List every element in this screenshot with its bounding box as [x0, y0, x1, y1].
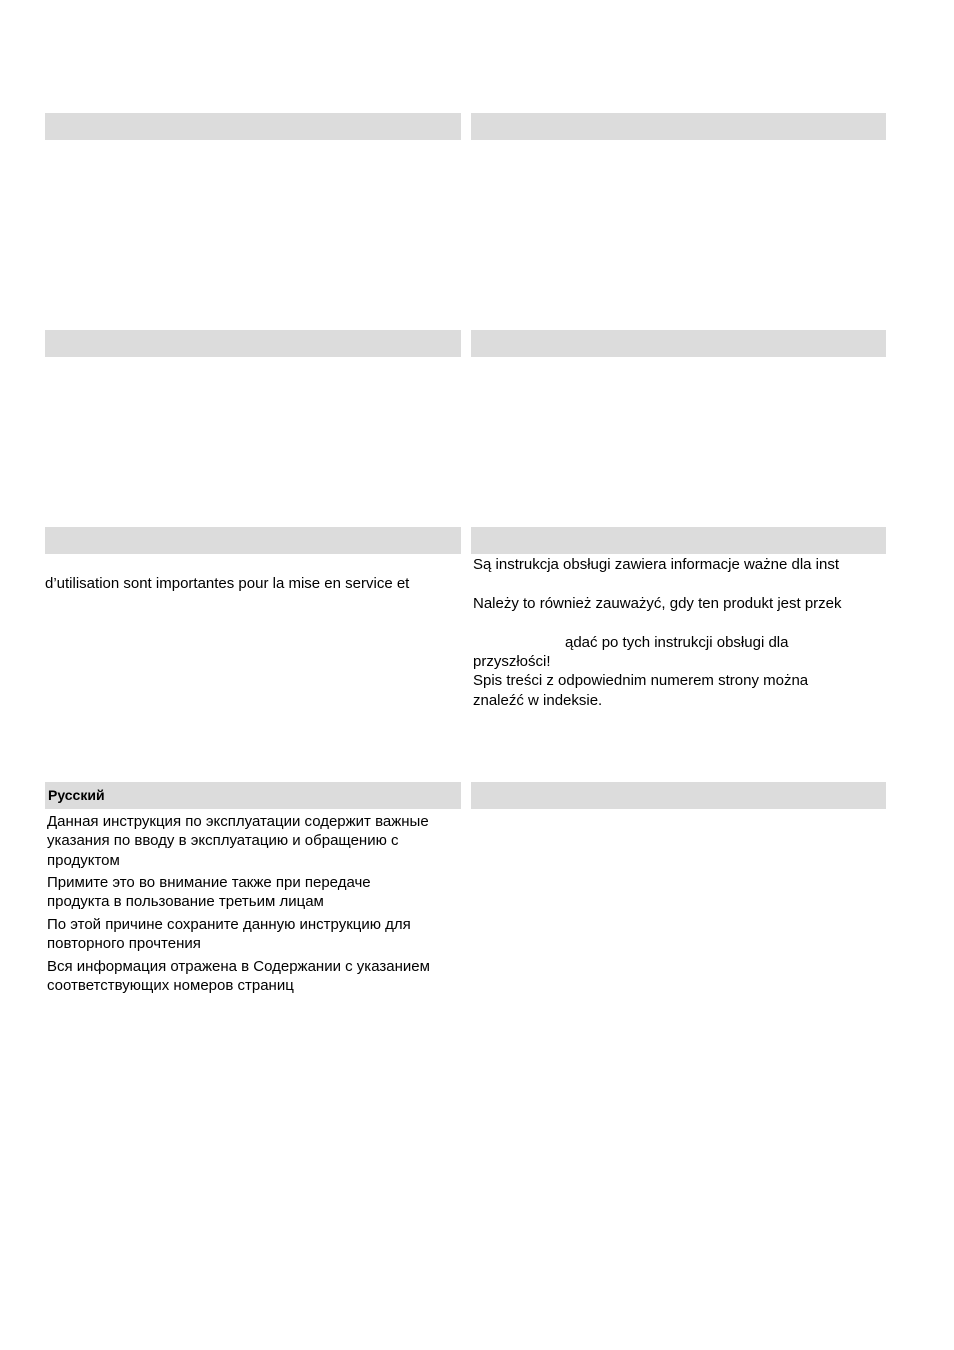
section-header-row2-left [45, 330, 461, 357]
polish-paragraph-line: Należy to również zauważyć, gdy ten produkt jest przek [473, 595, 842, 612]
section-header-row1-left [45, 113, 461, 140]
polish-paragraph-line: znaleźć w indeksie. [473, 692, 603, 709]
polish-paragraph-line: Są instrukcja obsługi zawiera informacje ważne dla inst [473, 556, 840, 573]
french-paragraph-line: d’utilisation sont importantes pour la mise en service et [45, 575, 410, 592]
russian-paragraph-line: продукта в пользование третьим лицам [47, 893, 324, 910]
section-header-russian [45, 782, 461, 809]
polish-paragraph-line: przyszłości! [473, 653, 551, 670]
russian-paragraph-line: соответствующих номеров страниц [47, 977, 294, 994]
russian-paragraph-line: указания по вводу в эксплуатацию и обращению с [47, 832, 399, 849]
russian-paragraph-line: повторного прочтения [47, 935, 201, 952]
russian-paragraph-line: Вся информация отражена в Содержании с указанием [47, 958, 430, 975]
section-header-row1-right [471, 113, 886, 140]
section-header-row3-left [45, 527, 461, 554]
polish-paragraph-line: Spis treści z odpowiednim numerem strony można [473, 672, 809, 689]
section-header-row4-right [471, 782, 886, 809]
section-title: Русский [48, 787, 105, 803]
polish-paragraph-line: ądać po tych instrukcji obsługi dla [565, 634, 789, 651]
russian-paragraph-line: Данная инструкция по эксплуатации содержит важные [47, 813, 429, 830]
section-header-row3-right [471, 527, 886, 554]
russian-paragraph-line: Примите это во внимание также при передаче [47, 874, 371, 891]
russian-paragraph-line: По этой причине сохраните данную инструкцию для [47, 916, 411, 933]
russian-paragraph-line: продуктом [47, 852, 120, 869]
section-header-row2-right [471, 330, 886, 357]
